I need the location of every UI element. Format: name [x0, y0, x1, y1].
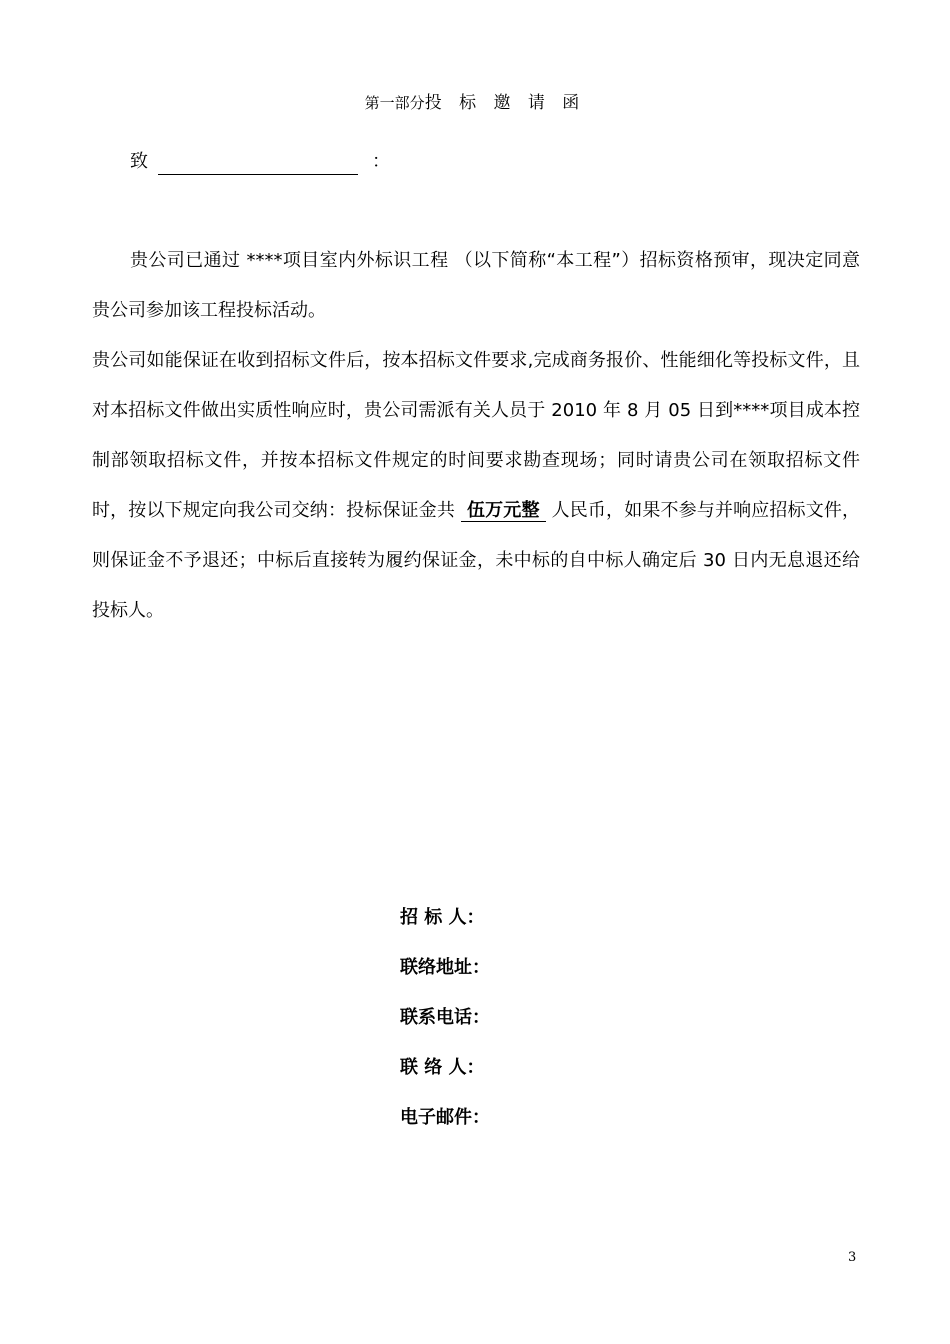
- page-number: 3: [848, 1250, 857, 1265]
- requirements-text-after: 人民币，如果不参与并响应招标文件，则保证金不予退还；中标后直接转为履约保证金，未中标的自中标人确定后 30 日内无息退还给投标人。: [92, 500, 861, 621]
- addressee-colon: ：: [372, 151, 390, 172]
- contact-email: 电子邮件：: [400, 1107, 490, 1128]
- paragraph-invitation: 贵公司已通过 ****项目室内外标识工程 （以下简称“本工程”）招标资格预审，现决定同意贵公司参加该工程投标活动。: [92, 250, 860, 321]
- letter-body: [92, 236, 860, 636]
- paragraph-requirements: [92, 336, 860, 636]
- addressee-label: 致: [130, 151, 148, 172]
- addressee-blank: [158, 148, 358, 175]
- contact-phone: 联系电话：: [400, 1007, 490, 1028]
- deposit-amount: 伍万元整: [461, 500, 546, 522]
- title-main: 投 标 邀 请 函: [424, 93, 586, 113]
- contact-bidder: 招 标 人：: [400, 907, 485, 928]
- contact-person: 联 络 人：: [400, 1057, 485, 1078]
- title-part: 第一部分: [364, 94, 425, 112]
- contact-block: [400, 893, 490, 1143]
- requirements-text-before: 贵公司如能保证在收到招标文件后，按本招标文件要求,完成商务报价、性能细化等投标文件，且对本招标文件做出实质性响应时，贵公司需派有关人员于 2010 年 8 月 05 日到****项目成本控制部领取招标文件，并按本招标文件规定的时间要求勘查现场；同时请贵公司在领取招标文件时，按以下规定向我公司交纳：投标保证金共: [92, 350, 860, 521]
- page-title: [0, 92, 950, 114]
- contact-address: 联络地址：: [400, 957, 490, 978]
- addressee-line: [130, 148, 390, 176]
